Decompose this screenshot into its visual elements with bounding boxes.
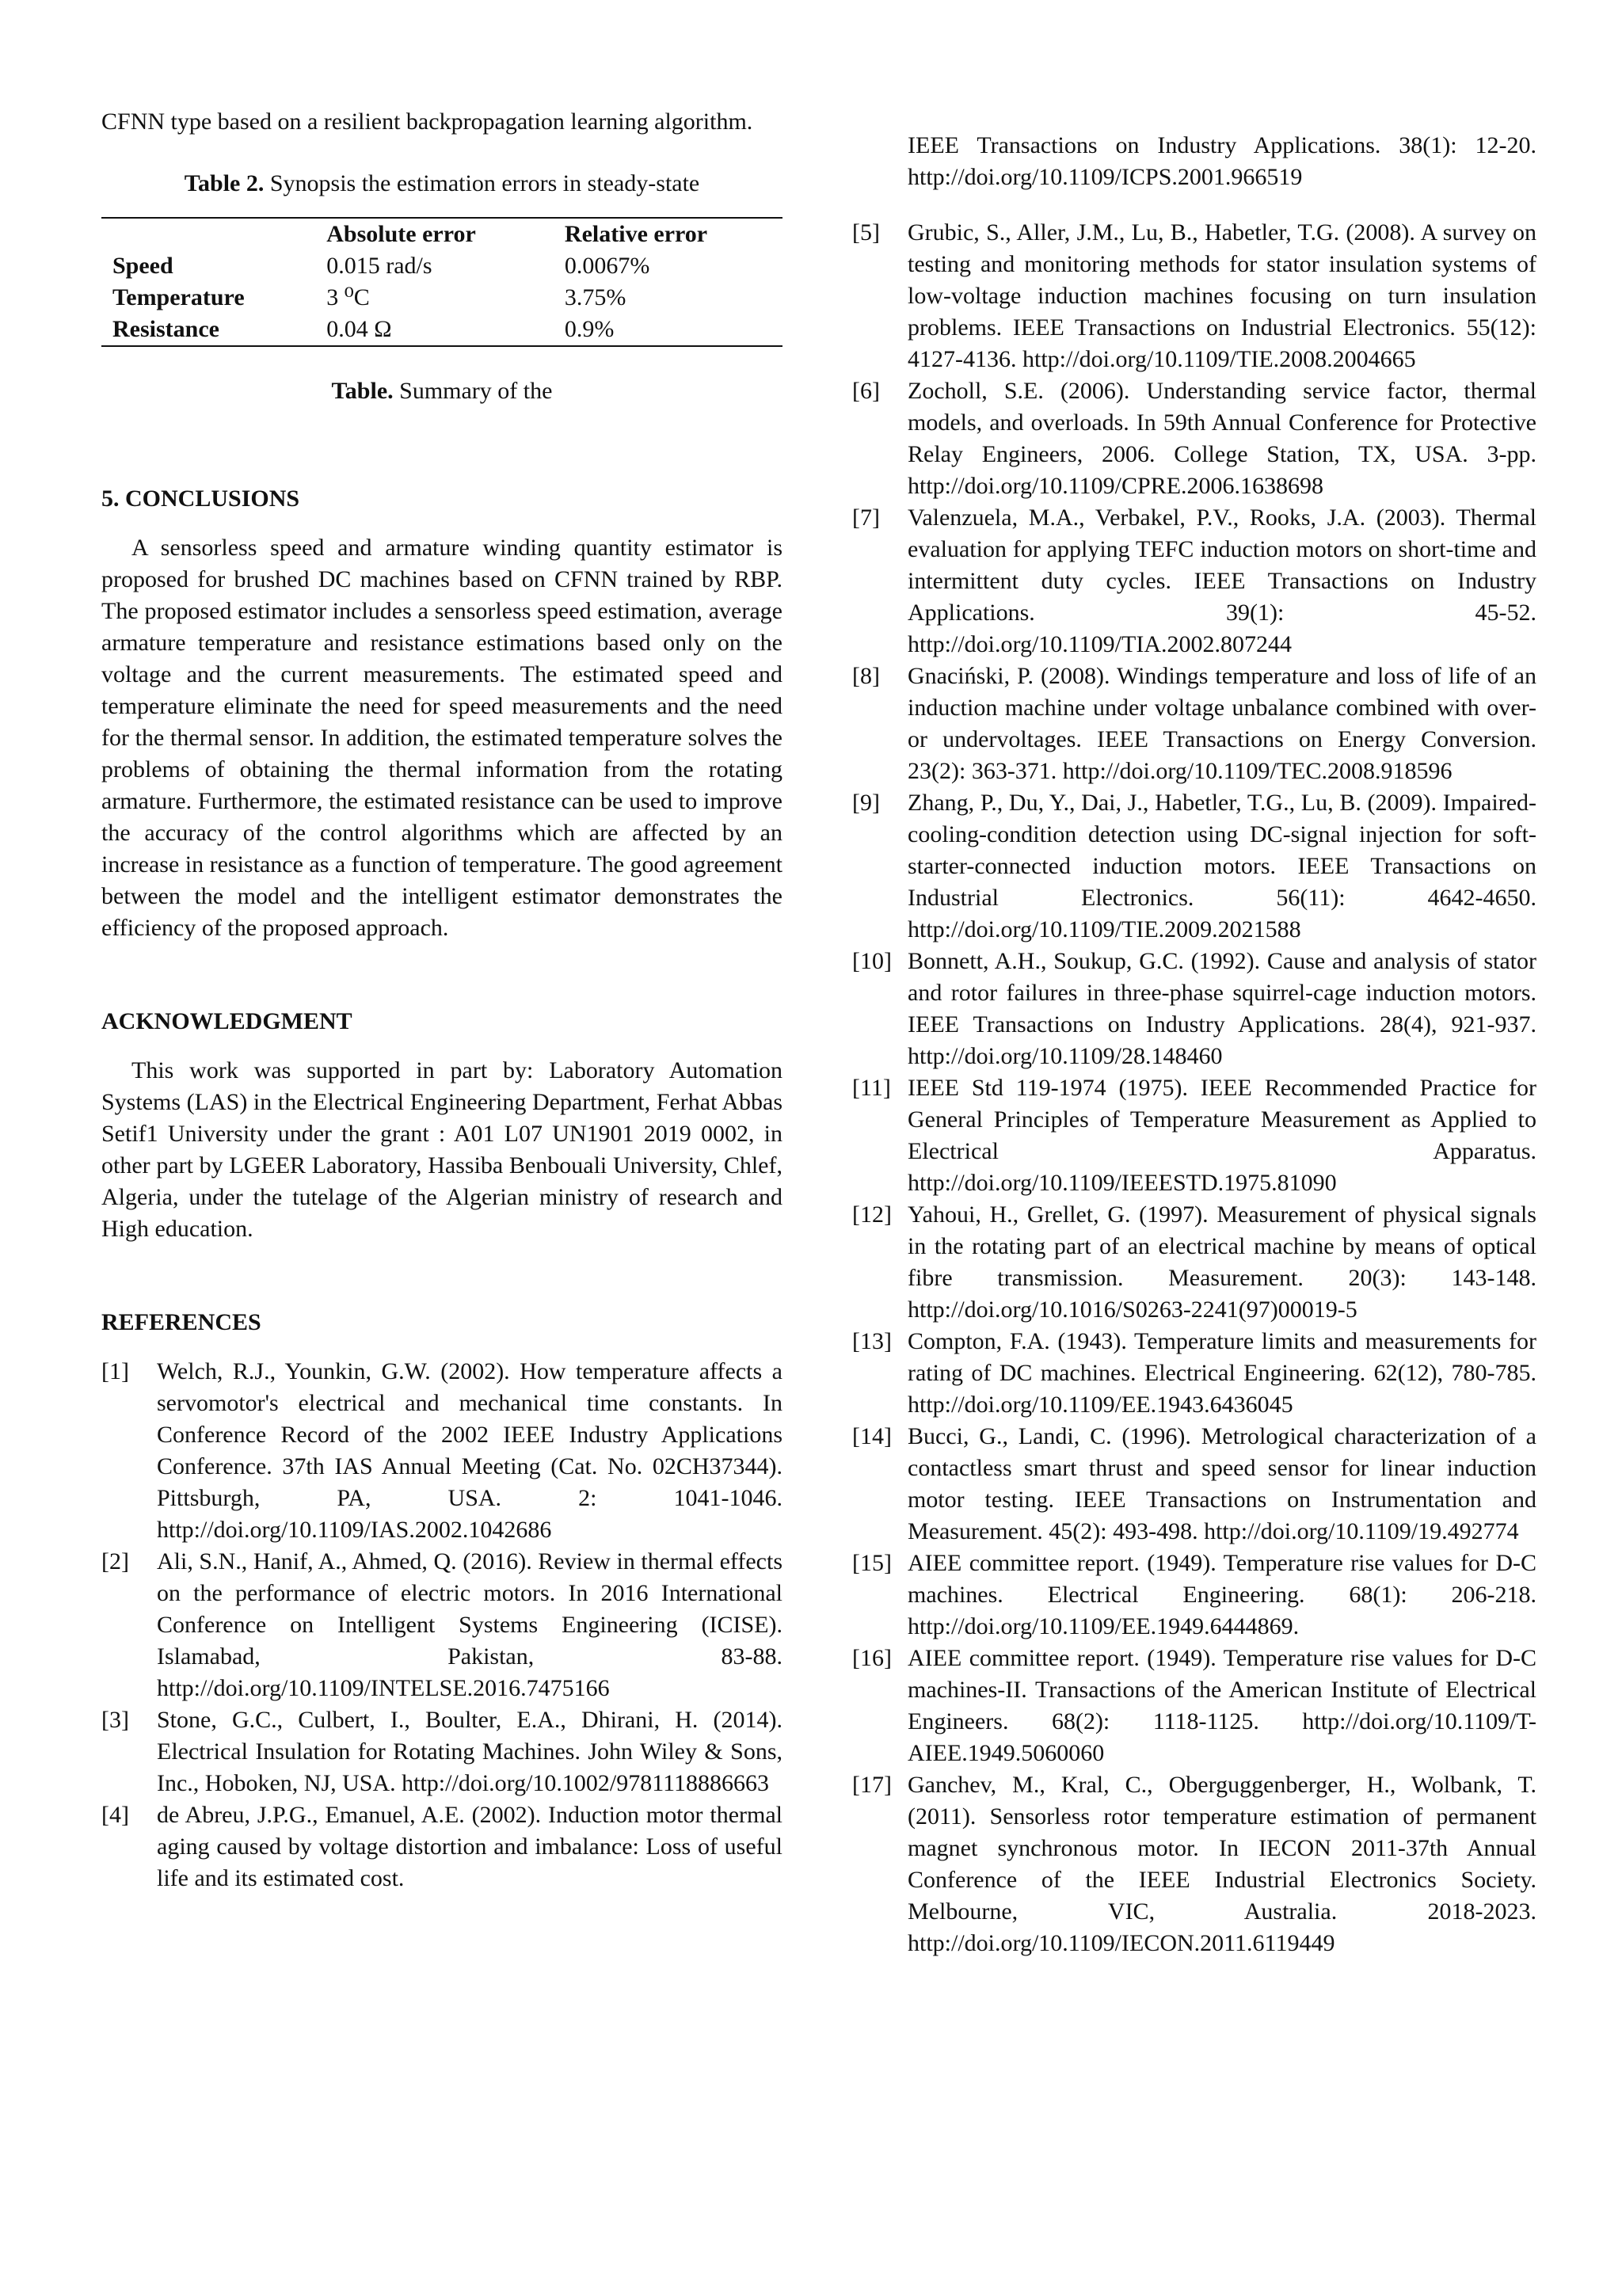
reference-list-right [852, 217, 1536, 1959]
reference-text: Gnaciński, P. (2008). Windings temperature and loss of life of an induction machine under voltage unbalance combined with over-or undervoltages. IEEE Transactions on Energy Conversion. 23(2): 363-371. http://doi.org/10.1109/TEC.2008.918596 [908, 663, 1536, 784]
reference-number: [1] [101, 1358, 129, 1384]
reference-item [852, 375, 1536, 502]
conclusions-heading: 5. CONCLUSIONS [101, 485, 300, 512]
table-cell: 3 ⁰C [326, 284, 370, 310]
reference-text: Zhang, P., Du, Y., Dai, J., Habetler, T.G., Lu, B. (2009). Impaired-cooling-condition detection using DC-signal injection for soft-starter-connected induction motors. IEEE Transactions on Industrial Electronics. 56(11): 4642-4650. http://doi.org/10.1109/TIE.2009.2021588 [908, 790, 1536, 942]
reference-item [852, 1769, 1536, 1959]
table-header-cell: Absolute error [315, 218, 554, 250]
reference-number: [4] [101, 1802, 129, 1828]
reference-continuation: IEEE Transactions on Industry Applications. 38(1): 12-20. http://doi.org/10.1109/ICPS.2001.966519 [908, 132, 1536, 190]
conclusions-paragraph: A sensorless speed and armature winding quantity estimator is proposed for brushed DC machines based on CFNN trained by RBP. The proposed estimator includes a sensorless speed estimation, average armature temperature and resistance estimations based only on the voltage and the current measurements. The estimated speed and temperature eliminate the need for speed measurements and the need for the thermal sensor. In addition, the estimated temperature solves the problems of obtaining the thermal information from the rotating armature. Furthermore, the estimated resistance can be used to improve the accuracy of the control algorithms which are affected by an increase in resistance as a function of temperature. The good agreement between the model and the intelligent estimator demonstrates the efficiency of the proposed approach. [101, 535, 782, 941]
table-note-text: Summary of the [399, 378, 553, 404]
table-row [101, 282, 782, 314]
table-row [101, 314, 782, 346]
reference-number: [10] [852, 948, 892, 974]
table-header-cell [101, 218, 315, 250]
reference-text: Bucci, G., Landi, C. (1996). Metrological characterization of a contactless smart thrust and speed sensor for linear induction motor testing. IEEE Transactions on Instrumentation and Measurement. 45(2): 493-498. http://doi.org/10.1109/19.492774 [908, 1423, 1536, 1544]
reference-item [852, 502, 1536, 661]
table-caption [101, 168, 782, 200]
table-row-label: Temperature [112, 284, 245, 310]
reference-text: Zocholl, S.E. (2006). Understanding service factor, thermal models, and overloads. In 59th Annual Conference for Protective Relay Engineers, 2006. College Station, TX, USA. 3-pp. http://doi.org/10.1109/CPRE.2006.1638698 [908, 378, 1536, 499]
reference-item [852, 1548, 1536, 1643]
table-cell: 0.04 Ω [315, 314, 554, 346]
reference-item [852, 787, 1536, 946]
left-column [101, 106, 782, 1894]
reference-number: [12] [852, 1201, 892, 1228]
reference-number: [15] [852, 1550, 892, 1576]
reference-text: Grubic, S., Aller, J.M., Lu, B., Habetler, T.G. (2008). A survey on testing and monitoring methods for stator insulation systems of low-voltage induction machines focusing on turn insulation problems. IEEE Transactions on Industrial Electronics. 55(12): 4127-4136. http://doi.org/10.1109/TIE.2008.2004665 [908, 219, 1536, 372]
reference-list-left [101, 1356, 782, 1894]
reference-text: Bonnett, A.H., Soukup, G.C. (1992). Cause and analysis of stator and rotor failures in three-phase squirrel-cage induction motors. IEEE Transactions on Industry Applications. 28(4), 921-937. http://doi.org/10.1109/28.148460 [908, 948, 1536, 1069]
reference-item [101, 1799, 782, 1894]
table-header-cell: Relative error [554, 218, 782, 250]
reference-number: [5] [852, 219, 880, 246]
reference-item [101, 1356, 782, 1546]
table-note [101, 375, 782, 407]
reference-number: [16] [852, 1645, 892, 1671]
table-row-label: Resistance [101, 314, 315, 346]
reference-number: [3] [101, 1707, 129, 1733]
table-note-label: Table. [331, 378, 394, 404]
reference-number: [8] [852, 663, 880, 689]
reference-text: Stone, G.C., Culbert, I., Boulter, E.A., Dhirani, H. (2014). Electrical Insulation for Rotating Machines. John Wiley & Sons, Inc., Hoboken, NJ, USA. http://doi.org/10.1002/9781118886663 [157, 1707, 782, 1796]
table-cell: 0.0067% [564, 253, 650, 279]
table-cell: 0.9% [554, 314, 782, 346]
reference-text: Compton, F.A. (1943). Temperature limits and measurements for rating of DC machines. Electrical Engineering. 62(12), 780-785. http://doi.org/10.1109/EE.1943.6436045 [908, 1328, 1536, 1418]
reference-number: [6] [852, 378, 880, 404]
reference-item [852, 946, 1536, 1072]
reference-text: Yahoui, H., Grellet, G. (1997). Measurement of physical signals in the rotating part of an electrical machine by means of optical fibre transmission. Measurement. 20(3): 143-148. http://doi.org/10.1016/S0263-2241(97)00019-5 [908, 1201, 1536, 1323]
reference-item [101, 1704, 782, 1799]
reference-number: [11] [852, 1075, 891, 1101]
reference-number: [2] [101, 1548, 129, 1574]
acknowledgment-paragraph: This work was supported in part by: Laboratory Automation Systems (LAS) in the Electrical Engineering Department, Ferhat Abbas Setif1 University under the grant : A01 L07 UN1901 2019 0002, in other part by LGEER Laboratory, Hassiba Benbouali University, Chlef, Algeria, under the tutelage of the Algerian ministry of research and High education. [101, 1057, 782, 1242]
reference-text: de Abreu, J.P.G., Emanuel, A.E. (2002). Induction motor thermal aging caused by voltage distortion and imbalance: Loss of useful life and its estimated cost. [157, 1802, 782, 1891]
reference-number: [13] [852, 1328, 892, 1354]
table-caption-label: Table 2. [184, 170, 265, 196]
right-column [852, 106, 1536, 1959]
intro-paragraph: CFNN type based on a resilient backpropagation learning algorithm. [101, 109, 753, 135]
table-cell: 0.015 rad/s [326, 253, 432, 279]
reference-text: Welch, R.J., Younkin, G.W. (2002). How temperature affects a servomotor's electrical and mechanical time constants. In Conference Record of the 2002 IEEE Industry Applications Conference. 37th IAS Annual Meeting (Cat. No. 02CH37344). Pittsburgh, PA, USA. 2: 1041-1046. http://doi.org/10.1109/IAS.2002.1042686 [157, 1358, 782, 1543]
reference-text: Ali, S.N., Hanif, A., Ahmed, Q. (2016). Review in thermal effects on the performance of electric motors. In 2016 International Conference on Intelligent Systems Engineering (ICISE). Islamabad, Pakistan, 83-88. http://doi.org/10.1109/INTELSE.2016.7475166 [157, 1548, 782, 1701]
reference-item [852, 1199, 1536, 1326]
reference-item [852, 661, 1536, 787]
reference-number: [7] [852, 505, 880, 531]
table-cell: 3.75% [564, 284, 626, 310]
reference-item [852, 1421, 1536, 1548]
reference-text: Valenzuela, M.A., Verbakel, P.V., Rooks, J.A. (2003). Thermal evaluation for applying TEFC induction motors on short-time and intermittent duty cycles. IEEE Transactions on Industry Applications. 39(1): 45-52. http://doi.org/10.1109/TIA.2002.807244 [908, 505, 1536, 657]
reference-text: AIEE committee report. (1949). Temperature rise values for D-C machines-II. Transactions of the American Institute of Electrical Engineers. 68(2): 1118-1125. http://doi.org/10.1109/T-AIEE.1949.5060060 [908, 1645, 1536, 1766]
estimation-errors-table [101, 217, 782, 347]
acknowledgment-heading: ACKNOWLEDGMENT [101, 1008, 352, 1034]
reference-item [852, 1643, 1536, 1769]
references-heading: REFERENCES [101, 1309, 261, 1335]
reference-item [101, 1546, 782, 1704]
reference-text: Ganchev, M., Kral, C., Oberguggenberger, H., Wolbank, T. (2011). Sensorless rotor temperature estimation of permanent magnet synchronous motor. In IECON 2011-37th Annual Conference of the IEEE Industrial Electronics Society. Melbourne, VIC, Australia. 2018-2023. http://doi.org/10.1109/IECON.2011.6119449 [908, 1772, 1536, 1956]
table-row [101, 250, 782, 282]
reference-item [852, 1326, 1536, 1421]
table-row-label: Speed [112, 253, 173, 279]
table-header-row [101, 218, 782, 250]
reference-number: [14] [852, 1423, 892, 1449]
reference-item [852, 217, 1536, 375]
reference-text: IEEE Std 119-1974 (1975). IEEE Recommended Practice for General Principles of Temperature Measurement as Applied to Electrical Apparatus. http://doi.org/10.1109/IEEESTD.1975.81090 [908, 1075, 1536, 1196]
reference-number: [17] [852, 1772, 892, 1798]
table-caption-text: Synopsis the estimation errors in steady-state [269, 170, 700, 196]
reference-text: AIEE committee report. (1949). Temperature rise values for D-C machines. Electrical Engineering. 68(1): 206-218. http://doi.org/10.1109/EE.1949.6444869. [908, 1550, 1536, 1639]
reference-item [852, 1072, 1536, 1199]
reference-number: [9] [852, 790, 880, 816]
